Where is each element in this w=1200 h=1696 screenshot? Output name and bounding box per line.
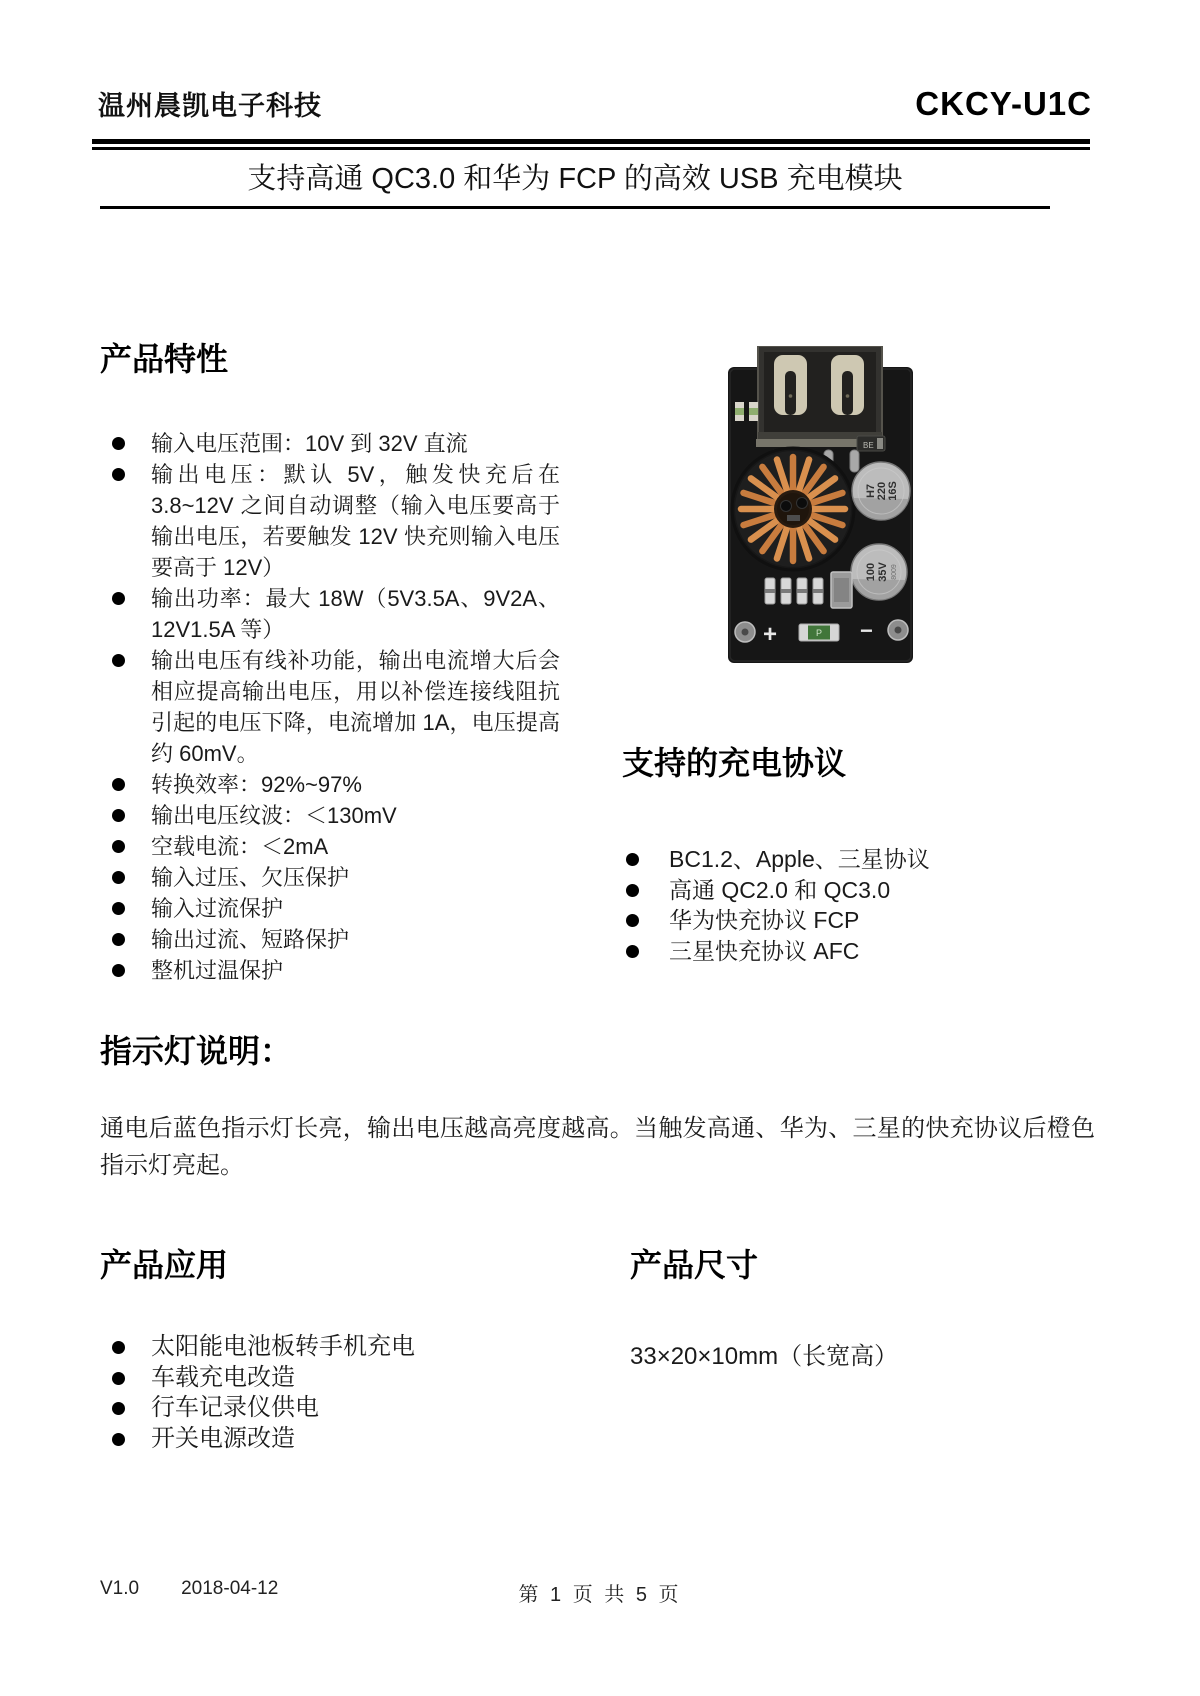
bullet-icon: [112, 468, 125, 481]
bullet-icon: [112, 778, 125, 791]
bullet-icon: [112, 1372, 125, 1385]
section-protocols: [622, 742, 1092, 966]
indicator-text: 通电后蓝色指示灯长亮，输出电压越高亮度越高。当触发高通、华为、三星的快充协议后橙色指示灯亮起。: [100, 1115, 1095, 1179]
list-item: 输入过压、欠压保护: [100, 862, 560, 893]
capacitor-1-label-1: H7: [865, 483, 877, 499]
applications-heading: 产品应用: [100, 1247, 229, 1283]
list-item: 车载充电改造: [100, 1363, 570, 1394]
bullet-icon: [626, 853, 639, 866]
usb-port: [756, 346, 884, 447]
list-item: 高通 QC2.0 和 QC3.0: [622, 875, 1092, 906]
list-item: 输出功率：最大 18W（5V3.5A、9V2A、12V1.5A 等）: [100, 583, 560, 645]
bullet-icon: [112, 1433, 125, 1446]
bullet-icon: [112, 654, 125, 667]
board-photo-svg: [727, 346, 914, 668]
bullet-icon: [112, 437, 125, 450]
capacitor-2-label-3: 8009: [891, 564, 898, 580]
list-item: 空载电流：＜2mA: [100, 831, 560, 862]
list-item: 输入电压范围：10V 到 32V 直流: [100, 428, 560, 459]
section-indicator: [100, 1030, 1095, 1184]
list-item: 开关电源改造: [100, 1424, 570, 1455]
capacitor-1-label-2: 220: [876, 481, 888, 501]
smd-diode: [857, 436, 885, 451]
list-item: 行车记录仪供电: [100, 1393, 570, 1424]
section-applications: [100, 1244, 570, 1454]
bullet-icon: [112, 964, 125, 977]
protocols-list: [622, 844, 1092, 966]
bullet-icon: [112, 902, 125, 915]
list-item: 三星快充协议 AFC: [622, 936, 1092, 967]
list-item: 太阳能电池板转手机充电: [100, 1332, 570, 1363]
section-dimensions: [630, 1244, 1050, 1371]
list-item: 输出电压：默认 5V，触发快充后在 3.8~12V 之间自动调整（输入电压要高于输出电压，若要触发 12V 快充则输入电压要高于 12V）: [100, 459, 560, 583]
led-label: P: [815, 628, 823, 638]
bullet-icon: [626, 884, 639, 897]
list-item: 输入过流保护: [100, 893, 560, 924]
product-photo: [727, 346, 914, 668]
bullet-icon: [112, 809, 125, 822]
capacitor-2-label-1: 100: [865, 562, 877, 582]
toroid-inductor: [732, 448, 854, 570]
applications-list: [100, 1332, 570, 1454]
features-list: [100, 428, 560, 986]
bullet-icon: [112, 933, 125, 946]
dimensions-heading: 产品尺寸: [630, 1247, 759, 1283]
features-heading: 产品特性: [100, 341, 229, 377]
list-item: 输出电压纹波：＜130mV: [100, 800, 560, 831]
bullet-icon: [626, 945, 639, 958]
bullet-icon: [112, 1341, 125, 1354]
product-model: CKCY-U1C: [915, 85, 1092, 122]
mlcc-capacitor: [831, 572, 852, 608]
diode-label: BE: [863, 441, 874, 450]
list-item: 输出过流、短路保护: [100, 924, 560, 955]
doc-title: 支持高通 QC3.0 和华为 FCP 的高效 USB 充电模块: [100, 156, 1050, 209]
list-item: 输出电压有线补功能，输出电流增大后会相应提高输出电压，用以补偿连接线阻抗引起的电压下降，电流增加 1A，电压提高约 60mV。: [100, 645, 560, 769]
dimensions-value: 33×20×10mm（长宽高）: [630, 1343, 899, 1370]
bullet-icon: [112, 592, 125, 605]
list-item: 华为快充协议 FCP: [622, 905, 1092, 936]
doc-date: 2018-04-12: [181, 1578, 279, 1599]
list-item: 整机过温保护: [100, 955, 560, 986]
capacitor-1: [852, 462, 910, 520]
page-number: 第 1 页 共 5 页: [518, 1584, 682, 1606]
capacitor-1-label-3: 16S: [887, 481, 899, 501]
bullet-icon: [112, 871, 125, 884]
list-item: BC1.2、Apple、三星协议: [622, 844, 1092, 875]
page-header: [98, 84, 1092, 123]
minus-mark: −: [860, 618, 873, 643]
company-name: 温州晨凯电子科技: [98, 91, 322, 121]
bullet-icon: [626, 914, 639, 927]
plus-mark: +: [763, 621, 778, 648]
bullet-icon: [112, 1402, 125, 1415]
indicator-heading: 指示灯说明：: [100, 1033, 293, 1069]
protocols-heading: 支持的充电协议: [622, 745, 847, 781]
bullet-icon: [112, 840, 125, 853]
section-features: [100, 338, 560, 986]
led-indicator: [799, 624, 839, 641]
list-item: 转换效率：92%~97%: [100, 769, 560, 800]
capacitor-2-label-2: 35V: [877, 562, 889, 582]
capacitor-2: [851, 544, 907, 600]
header-rule: [92, 139, 1090, 150]
doc-version: V1.0: [100, 1578, 140, 1599]
